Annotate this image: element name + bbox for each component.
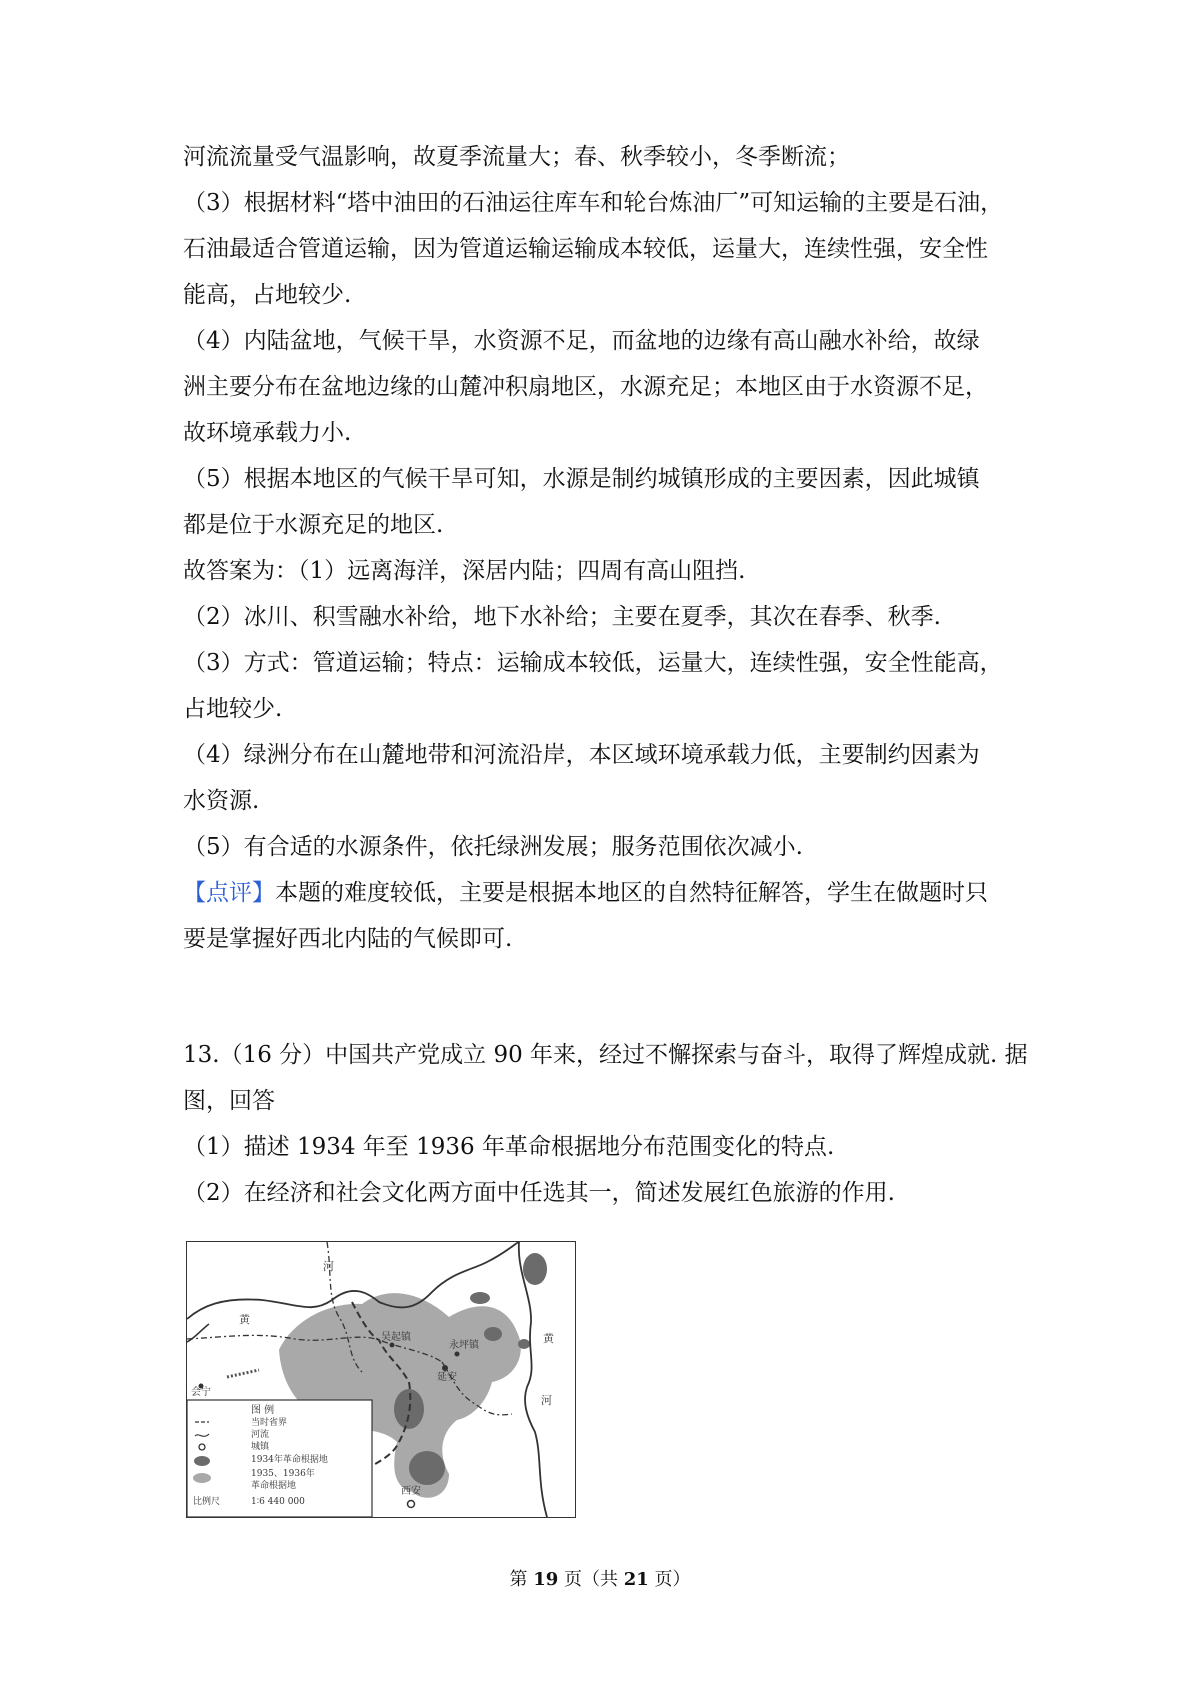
- text-line: （3）根据材料“塔中油田的石油运往库车和轮台炼油厂”可知运输的主要是石油，: [183, 190, 1004, 216]
- footer-total-pages: 21: [623, 1569, 649, 1590]
- text-line: 洲主要分布在盆地边缘的山麓冲积扇地区，水源充足；本地区由于水资源不足，: [183, 374, 988, 400]
- text-line: 故环境承载力小.: [183, 420, 352, 446]
- text-line: （5）有合适的水源条件，依托绿洲发展；服务范围依次减小.: [183, 834, 803, 860]
- text-line: （3）方式：管道运输；特点：运输成本较低，运量大，连续性强，安全性能高，: [183, 650, 1003, 676]
- comment-text: 本题的难度较低，主要是根据本地区的自然特征解答，学生在做题时只: [275, 880, 988, 906]
- footer-suffix: 页）: [654, 1569, 691, 1590]
- answer-heading: 故答案为：（1）远离海洋，深居内陆；四周有高山阻挡.: [183, 558, 746, 584]
- footer-prefix: 第: [509, 1569, 528, 1590]
- text-line: 占地较少.: [183, 696, 283, 722]
- base-area-1934: [523, 1253, 547, 1285]
- text-line: 图，回答: [183, 1088, 275, 1114]
- legend-1935-symbol: [193, 1473, 211, 1483]
- text-line: 石油最适合管道运输，因为管道运输运输成本较低，运量大，连续性强，安全性: [183, 236, 988, 262]
- base-area-1934: [484, 1327, 502, 1341]
- page-footer: [0, 1565, 1200, 1591]
- legend-item: 当时省界: [251, 1418, 288, 1428]
- river: [227, 1370, 259, 1377]
- text-line: 要是掌握好西北内陆的气候即可.: [183, 926, 513, 952]
- text-line: （4）内陆盆地，气候干旱，水资源不足，而盆地的边缘有高山融水补给，故绿: [183, 328, 980, 354]
- scale-label: 比例尺: [193, 1497, 221, 1507]
- legend-item: 革命根据地: [251, 1481, 297, 1491]
- legend-item: 1934年革命根据地: [251, 1455, 328, 1465]
- town-label: 永坪镇: [449, 1340, 479, 1351]
- question-13-part-2: （2）在经济和社会文化两方面中任选其一，简述发展红色旅游的作用.: [183, 1180, 895, 1206]
- river-label: 河: [323, 1260, 334, 1273]
- question-13: 13.（16 分）中国共产党成立 90 年来，经过不懈探索与奋斗，取得了辉煌成就. 据: [183, 1042, 1028, 1068]
- base-area-1934: [470, 1292, 490, 1304]
- revolutionary-base-map: [186, 1241, 576, 1518]
- question-13-part-1: （1）描述 1934 年至 1936 年革命根据地分布范围变化的特点.: [183, 1134, 835, 1160]
- text-line: 水资源.: [183, 788, 260, 814]
- legend-item: 城镇: [251, 1442, 270, 1452]
- river-label: 河: [541, 1394, 552, 1407]
- town-label: 会宁: [191, 1387, 211, 1398]
- town-label: 延安: [437, 1372, 457, 1383]
- town-xian-marker: [408, 1501, 415, 1508]
- legend-item: 河流: [251, 1430, 270, 1440]
- river-label: 黄: [239, 1313, 250, 1326]
- base-area-1934: [409, 1451, 445, 1485]
- text-line: （4）绿洲分布在山麓地带和河流沿岸，本区域环境承载力低，主要制约因素为: [183, 742, 980, 768]
- text-line: 河流流量受气温影响，故夏季流量大；春、秋季较小，冬季断流；: [183, 144, 850, 170]
- text-line: （2）冰川、积雪融水补给，地下水补给；主要在夏季，其次在春季、秋季.: [183, 604, 941, 630]
- footer-middle: 页（共: [564, 1569, 618, 1590]
- legend-1934-symbol: [194, 1456, 210, 1466]
- text-line: 能高，占地较少.: [183, 282, 352, 308]
- legend-title: 图 例: [251, 1405, 275, 1416]
- text-line: （5）根据本地区的气候干旱可知，水源是制约城镇形成的主要因素，因此城镇: [183, 466, 980, 492]
- map-legend: [187, 1400, 372, 1517]
- comment-tag: 【点评】: [183, 880, 275, 906]
- town-yongping-marker: [455, 1352, 460, 1357]
- base-area-1934: [518, 1339, 530, 1349]
- town-yanan-marker: [442, 1365, 448, 1371]
- scale-value: 1∶6 440 000: [251, 1497, 305, 1507]
- text-line: 都是位于水源充足的地区.: [183, 512, 444, 538]
- river-label: 黄: [543, 1332, 554, 1345]
- town-label: 吴起镇: [381, 1332, 411, 1343]
- town-wuqi-marker: [390, 1343, 395, 1348]
- comment-line: [183, 878, 988, 908]
- map-graphic: [187, 1242, 575, 1517]
- town-label: 西安: [401, 1486, 421, 1497]
- legend-item: 1935、1936年: [251, 1469, 315, 1479]
- footer-page-number: 19: [533, 1569, 559, 1590]
